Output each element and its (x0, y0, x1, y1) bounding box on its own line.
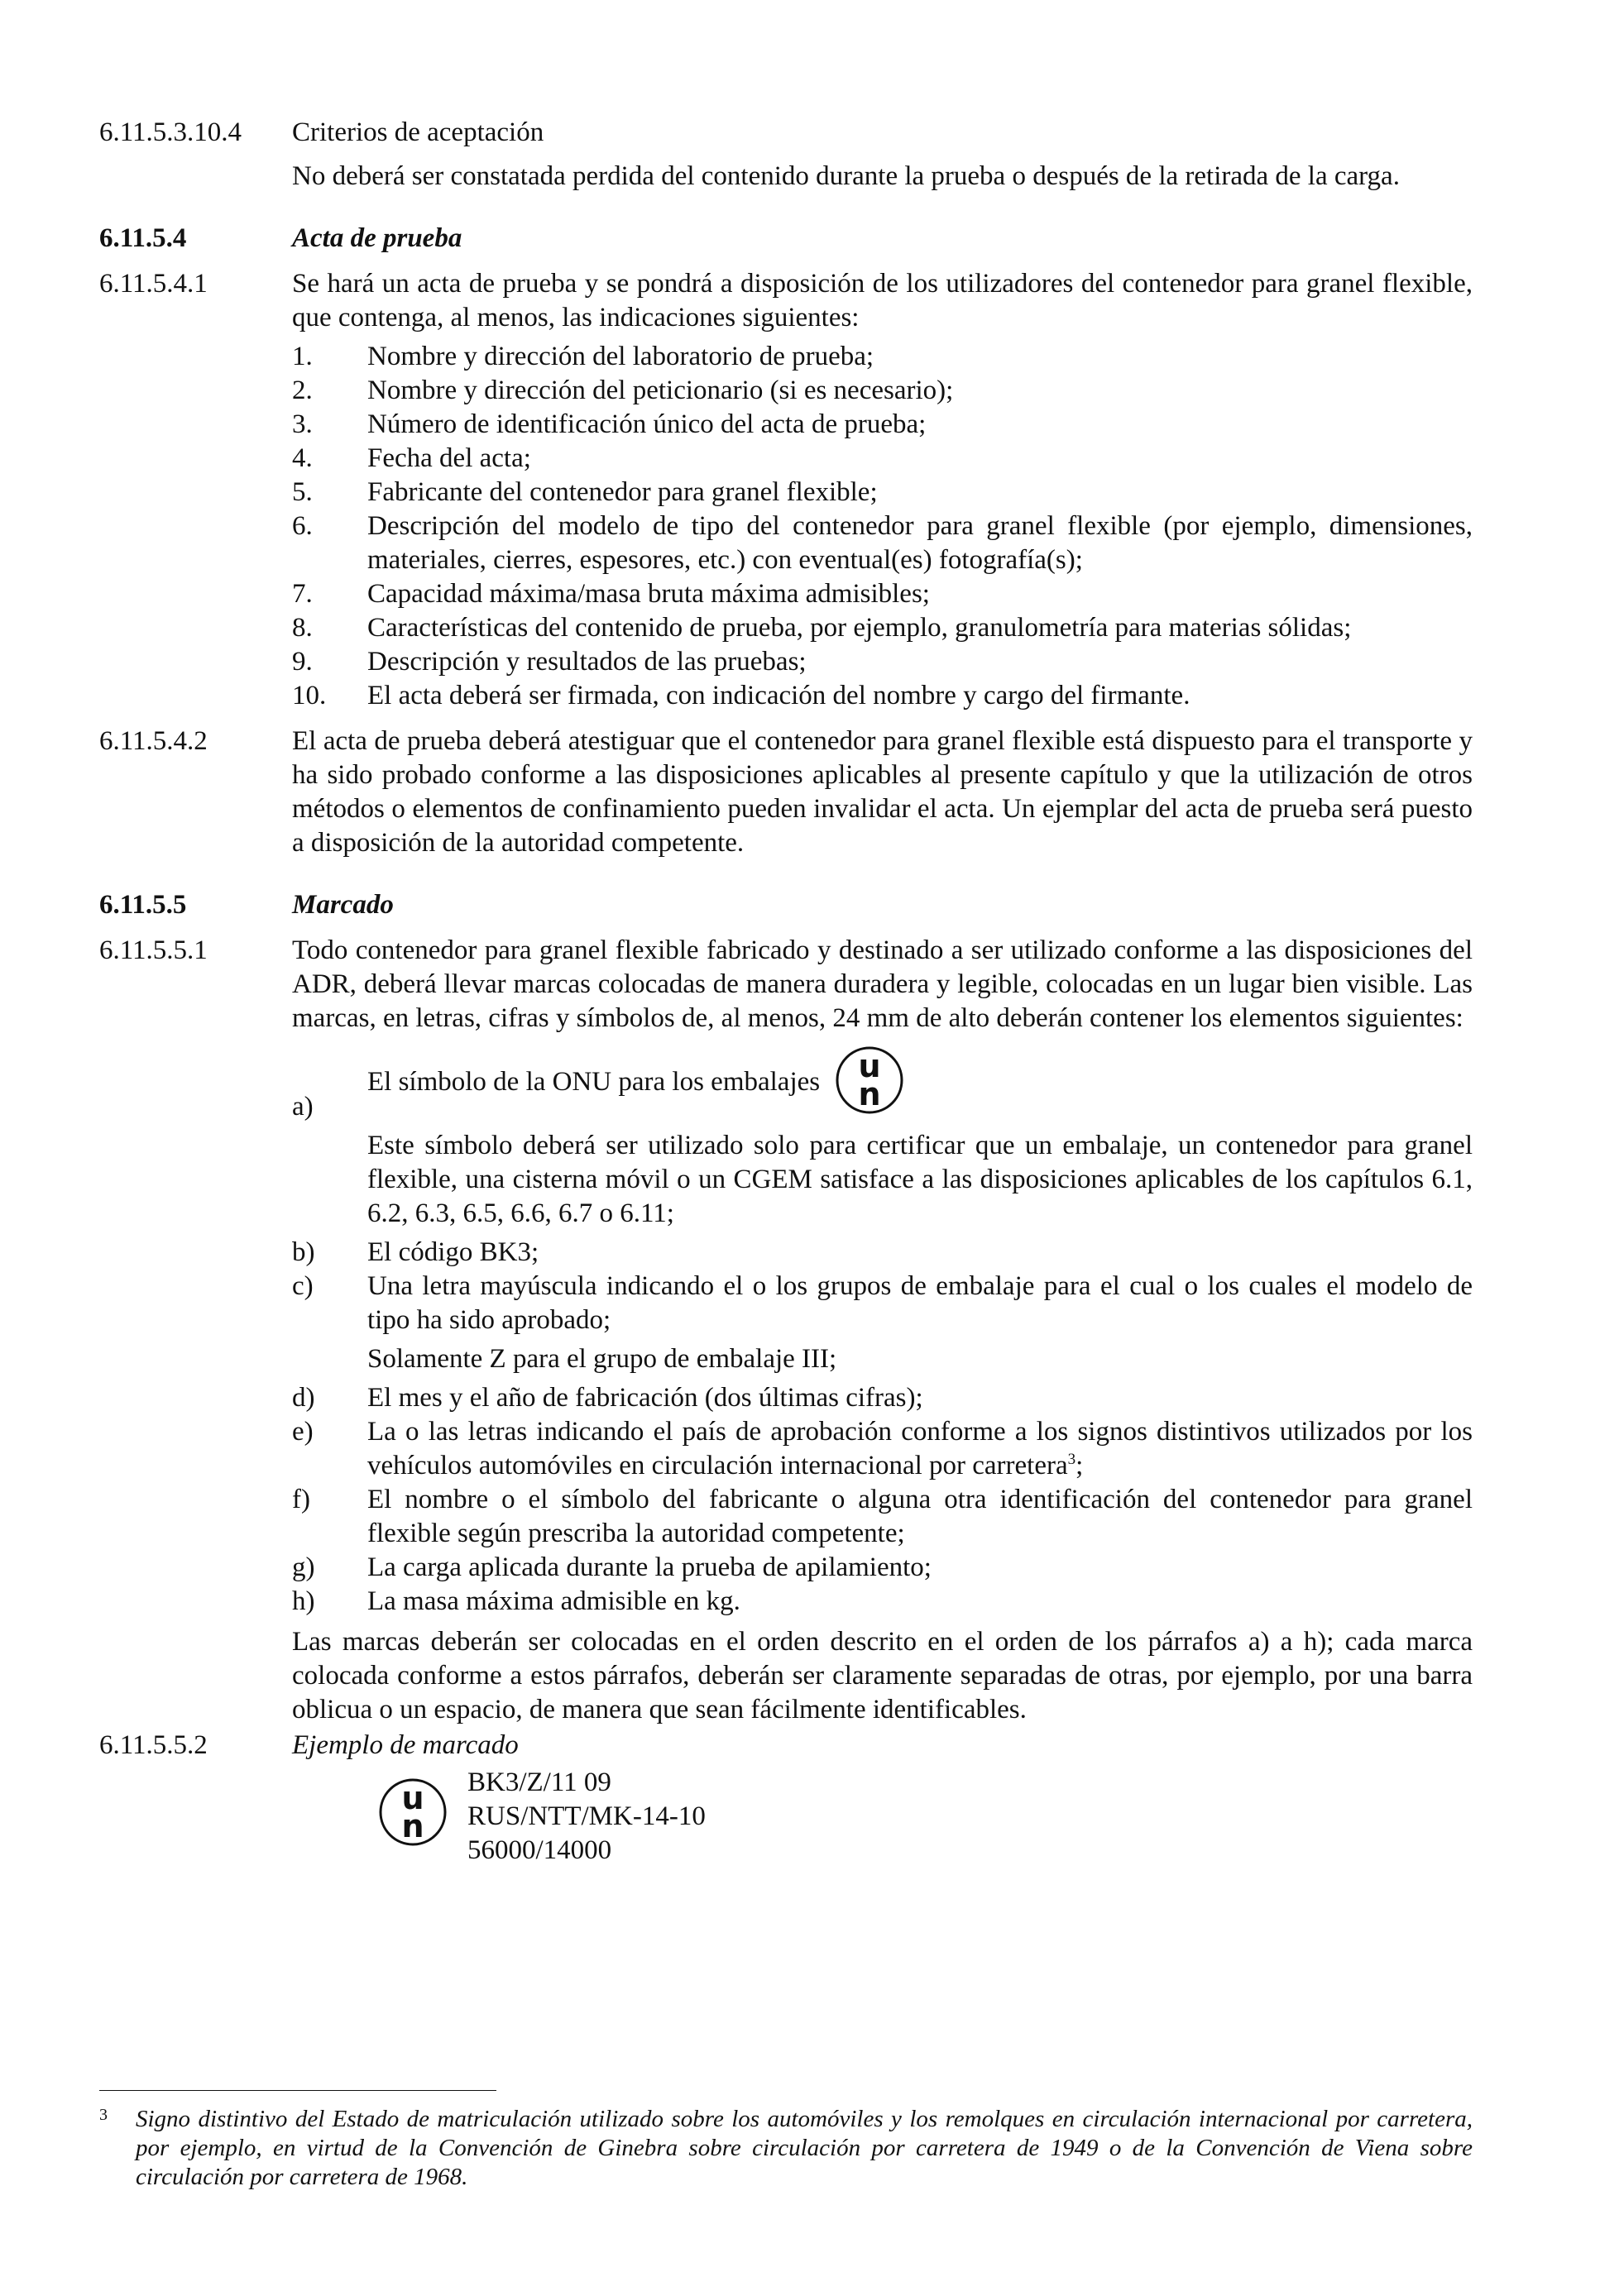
item-marker: e) (292, 1417, 314, 1447)
section-6-11-5-3-10-4 (99, 116, 1473, 194)
item-text: El nombre o el símbolo del fabricante o alguna otra identificación del contenedor para granel flexible según prescriba la autoridad competente; (367, 1485, 1473, 1548)
item-marker: 6. (292, 511, 313, 541)
svg-text:u: u (858, 1048, 881, 1084)
list-item-note (292, 1129, 1473, 1231)
item-text: Nombre y dirección del laboratorio de prueba; (367, 342, 874, 371)
section-6-11-5-5-heading (99, 888, 1473, 922)
list-item (292, 1236, 1473, 1270)
marking-line: BK3/Z/11 09 (467, 1767, 611, 1797)
svg-text:n: n (858, 1076, 881, 1112)
item-marker: 8. (292, 613, 313, 643)
un-packaging-symbol-icon (378, 1777, 448, 1868)
item-text: Fabricante del contenedor para granel flexible; (367, 477, 878, 507)
report-items-list (292, 340, 1473, 713)
list-item (292, 577, 1473, 611)
item-text: Características del contenido de prueba, por ejemplo, granulometría para materias sólidas; (367, 613, 1352, 643)
svg-text:n: n (401, 1808, 424, 1844)
item-text: El acta deberá ser firmada, con indicación del nombre y cargo del firmante. (367, 681, 1190, 710)
item-marker: g) (292, 1552, 315, 1582)
section-number: 6.11.5.4.2 (99, 726, 208, 756)
item-text: El código BK3; (367, 1237, 539, 1267)
item-marker: 5. (292, 477, 313, 507)
list-item (292, 340, 1473, 374)
closing-text: Las marcas deberán ser colocadas en el orden descrito en el orden de los párrafos a) a h); cada marca colocada conforme a estos párrafos, deberán ser claramente separadas de otras, por ejemplo, por una barra oblicua o un espacio, de manera que sean fácilmente identificables. (292, 1627, 1473, 1724)
footnote (99, 2105, 1473, 2192)
marking-line: RUS/NTT/MK-14-10 (467, 1801, 706, 1831)
section-number: 6.11.5.5.1 (99, 935, 208, 965)
section-6-11-5-4-heading (99, 222, 1473, 256)
section-number: 6.11.5.4 (99, 223, 187, 253)
item-marker: h) (292, 1586, 315, 1616)
list-item (292, 1585, 1473, 1619)
document-page (99, 116, 1473, 1868)
item-text: Número de identificación único del acta de prueba; (367, 409, 927, 439)
footnote-text: Signo distintivo del Estado de matriculación utilizado sobre los automóviles y los remolques en circulación internacional por carretera, por ejemplo, en virtud de la Convención de Ginebra sobre circulación por carretera de 1949 o de la Convención de Viena sobre circulación por carretera de 1968. (136, 2106, 1473, 2190)
item-text: Nombre y dirección del peticionario (si es necesario); (367, 375, 954, 405)
svg-text:u: u (401, 1780, 424, 1816)
section-number: 6.11.5.5.2 (99, 1730, 208, 1760)
item-text: El mes y el año de fabricación (dos últimas cifras); (367, 1383, 923, 1413)
section-6-11-5-5-1 (99, 934, 1473, 1727)
item-text: Descripción y resultados de las pruebas; (367, 647, 807, 677)
section-6-11-5-4-2 (99, 725, 1473, 860)
item-marker: 1. (292, 342, 313, 371)
item-marker: d) (292, 1383, 315, 1413)
item-text: La masa máxima admisible en kg. (367, 1586, 740, 1616)
item-text: Una letra mayúscula indicando el o los grupos de embalaje para el cual o los cuales el modelo de tipo ha sido aprobado; (367, 1271, 1473, 1335)
section-title: Criterios de aceptación (292, 117, 544, 147)
item-marker: 2. (292, 375, 313, 405)
item-note: Solamente Z para el grupo de embalaje III; (367, 1344, 837, 1374)
list-item (292, 1045, 1473, 1124)
footnote-marker: 3 (99, 2106, 108, 2124)
section-text: Todo contenedor para granel flexible fabricado y destinado a ser utilizado conforme a las disposiciones del ADR, deberá llevar marcas colocadas de manera duradera y legible, colocadas en un lugar bien visible. Las marcas, en letras, cifras y símbolos de, al menos, 24 mm de alto deberán contener los elementos siguientes: (292, 935, 1473, 1033)
list-item (292, 1270, 1473, 1337)
section-6-11-5-5-2 (99, 1729, 1473, 1868)
section-text: El acta de prueba deberá atestiguar que el contenedor para granel flexible está dispuesto para el transporte y ha sido probado conforme a las disposiciones aplicables al presente capítulo y que la utilización de otros métodos o elementos de confinamiento pueden invalidar el acta. Un ejemplar del acta de prueba será puesto a disposición de la autoridad competente. (292, 726, 1473, 858)
item-marker: 3. (292, 409, 313, 439)
list-item (292, 476, 1473, 509)
item-text: Capacidad máxima/masa bruta máxima admisibles; (367, 579, 930, 609)
section-text: Se hará un acta de prueba y se pondrá a disposición de los utilizadores del contenedor para granel flexible, que contenga, al menos, las indicaciones siguientes: (292, 269, 1473, 332)
section-number: 6.11.5.4.1 (99, 269, 208, 299)
section-number: 6.11.5.3.10.4 (99, 117, 242, 147)
list-item (292, 1551, 1473, 1585)
item-marker: 9. (292, 647, 313, 677)
section-title: Acta de prueba (292, 223, 462, 253)
list-item (292, 1483, 1473, 1551)
section-title: Ejemplo de marcado (292, 1730, 519, 1760)
list-item (292, 611, 1473, 645)
item-text: El símbolo de la ONU para los embalajes (367, 1067, 821, 1097)
list-item-note (292, 1342, 1473, 1376)
list-item (292, 442, 1473, 476)
item-marker: 7. (292, 579, 313, 609)
marking-line: 56000/14000 (467, 1835, 612, 1865)
item-text: Fecha del acta; (367, 443, 531, 473)
item-marker: c) (292, 1271, 314, 1301)
section-text: No deberá ser constatada perdida del contenido durante la prueba o después de la retirada de la carga. (292, 161, 1400, 191)
item-marker: 4. (292, 443, 313, 473)
item-marker: f) (292, 1485, 310, 1514)
list-item (292, 645, 1473, 679)
item-marker: a) (292, 1092, 314, 1122)
item-text: La carga aplicada durante la prueba de apilamiento; (367, 1552, 932, 1582)
footnote-separator (99, 2090, 496, 2091)
section-6-11-5-4-1 (99, 267, 1473, 713)
marking-items-list (292, 1045, 1473, 1619)
item-text: Descripción del modelo de tipo del contenedor para granel flexible (por ejemplo, dimensiones, materiales, cierres, espesores, etc.) con eventual(es) fotografía(s); (367, 511, 1473, 575)
list-item (292, 408, 1473, 442)
item-text: La o las letras indicando el país de aprobación conforme a los signos distintivos utilizados por los vehículos automóviles en circulación internacional por carretera (367, 1417, 1473, 1480)
item-marker: 10. (292, 681, 327, 710)
un-packaging-symbol-icon (835, 1045, 904, 1124)
list-item (292, 374, 1473, 408)
list-item (292, 1381, 1473, 1415)
section-title: Marcado (292, 890, 394, 920)
marking-example (378, 1766, 1473, 1868)
list-item (292, 679, 1473, 713)
section-number: 6.11.5.5 (99, 890, 187, 920)
list-item: e) La o las letras indicando el país de aprobación conforme a los signos distintivos utilizados por los vehículos automóviles en circulación internacional por carretera$^3$; (292, 1415, 1473, 1483)
list-item (292, 509, 1473, 577)
footnote-reference: 3 (1067, 1451, 1076, 1468)
item-marker: b) (292, 1237, 315, 1267)
item-note: Este símbolo deberá ser utilizado solo para certificar que un embalaje, un contenedor para granel flexible, una cisterna móvil o un CGEM satisface a las disposiciones aplicables de los capítulos 6.1, 6.2, 6.3, 6.5, 6.6, 6.7 o 6.11; (367, 1131, 1473, 1228)
